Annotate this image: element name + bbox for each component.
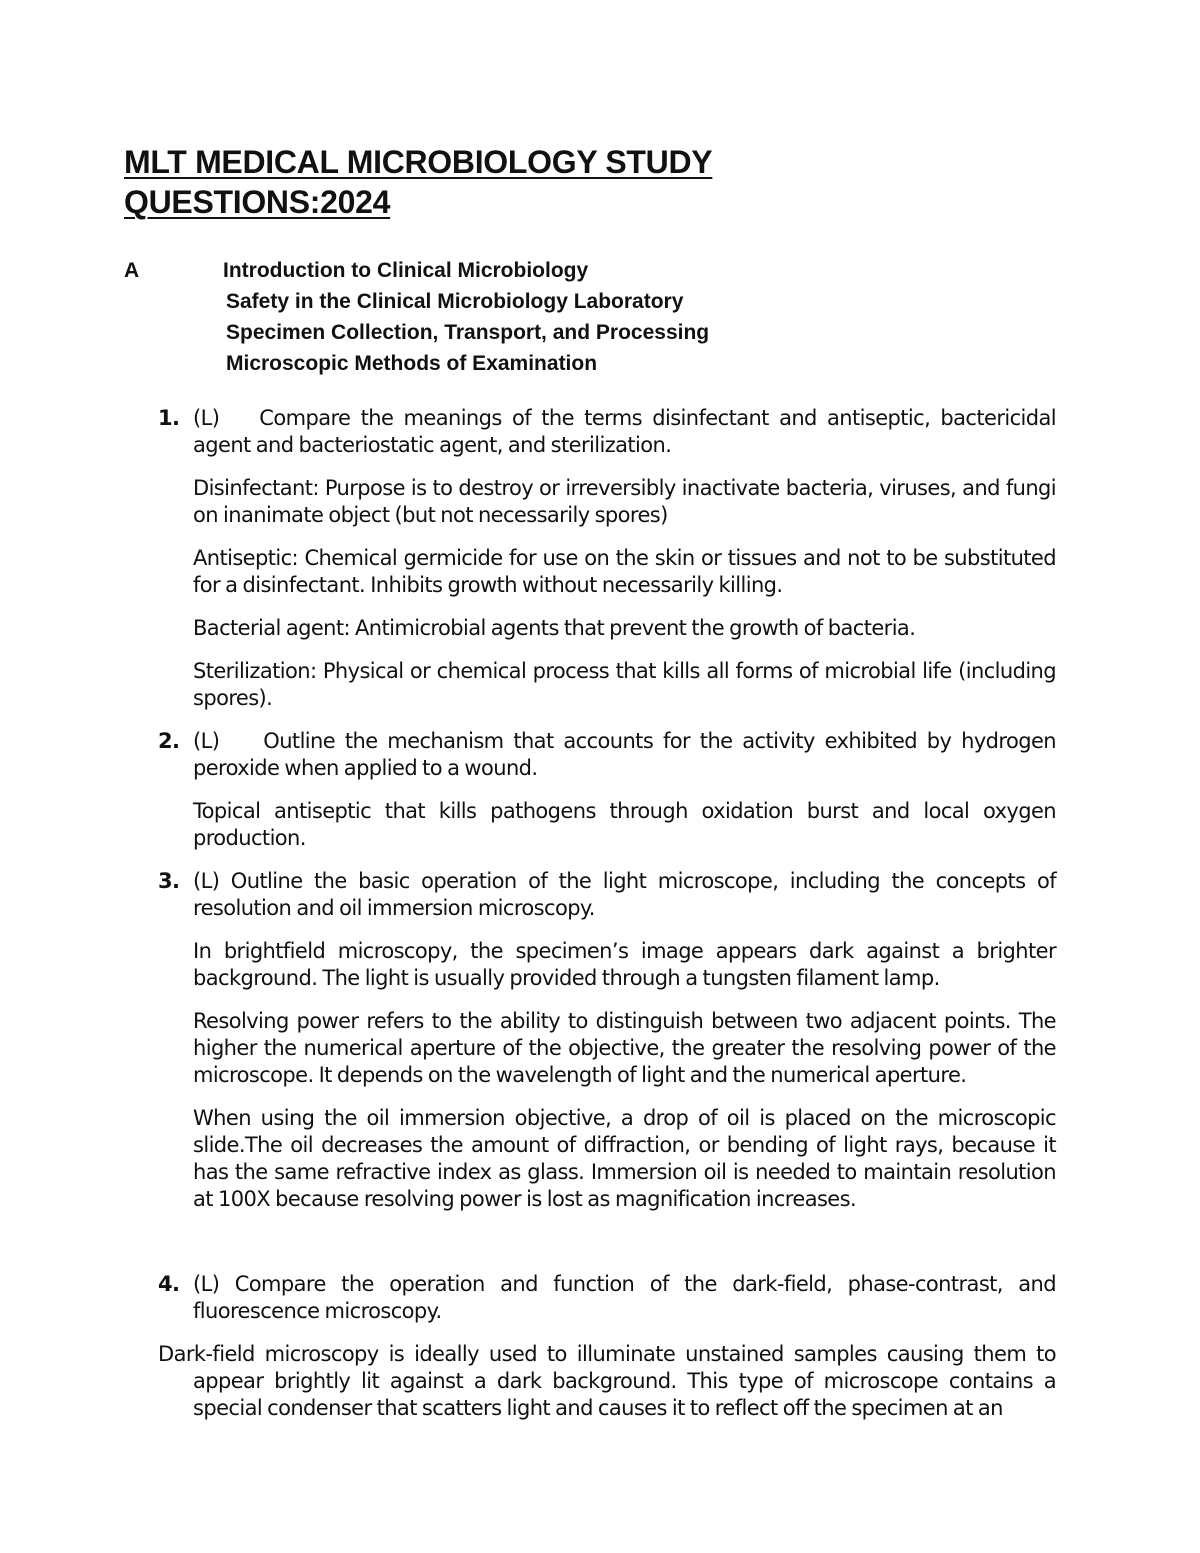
question-3 [158,868,1056,922]
document-title [124,142,824,222]
title-line-1: MLT MEDICAL MICROBIOLOGY STUDY [124,144,713,180]
answer-paragraph: Sterilization: Physical or chemical process that kills all forms of microbial life (including spores). [193,659,1056,710]
question-text: Outline the mechanism that accounts for the activity exhibited by hydrogen peroxide when applied to a wound. [193,729,1056,780]
answer-paragraph: Topical antiseptic that kills pathogens through oxidation burst and local oxygen production. [193,799,1056,850]
section-topic: Specimen Collection, Transport, and Processing [226,321,710,344]
section-topic: Safety in the Clinical Microbiology Laboratory [226,290,684,313]
answer-paragraph: Antiseptic: Chemical germicide for use on the skin or tissues and not to be substituted for a disinfectant. Inhibits growth without necessarily killing. [193,546,1056,597]
section-topics [223,255,710,379]
question-number: 3. [158,869,180,893]
question-number: 1. [158,406,180,430]
question-tag: (L) [193,869,220,893]
answer-paragraph: When using the oil immersion objective, a drop of oil is placed on the microscopic slide.The oil decreases the amount of diffraction, or bending of light rays, because it has the same refractive index as glass. Immersion oil is needed to maintain resolution at 100X because resolving power is lost as magnification increases. [193,1106,1056,1211]
section-letter: A [124,259,140,282]
question-tag: (L) [193,729,220,753]
question-text: Compare the meanings of the terms disinfectant and antiseptic, bactericidal agent and bacteriostatic agent, and sterilization. [193,406,1056,457]
question-number: 2. [158,729,180,753]
title-line-2: QUESTIONS:2024 [124,184,391,220]
question-1 [158,405,1056,459]
section-topic: Introduction to Clinical Microbiology [223,259,589,282]
answer-paragraph: Bacterial agent: Antimicrobial agents that prevent the growth of bacteria. [193,616,916,640]
question-tag: (L) [193,406,220,430]
question-2 [158,728,1056,782]
question-4 [158,1271,1056,1325]
question-text: Outline the basic operation of the light microscope, including the concepts of resolution and oil immersion microscopy. [193,869,1056,920]
question-number: 4. [158,1272,180,1296]
section-topic: Microscopic Methods of Examination [226,352,598,375]
answer-paragraph: Dark-field microscopy is ideally used to illuminate unstained samples causing them to appear brightly lit against a dark background. This type of microscope contains a special condenser that scatters light and causes it to reflect off the specimen at an [158,1342,1056,1420]
question-tag: (L) [193,1272,220,1296]
answer-paragraph: In brightfield microscopy, the specimen’s image appears dark against a brighter background. The light is usually provided through a tungsten filament lamp. [193,939,1056,990]
answer-paragraph: Disinfectant: Purpose is to destroy or irreversibly inactivate bacteria, viruses, and fungi on inanimate object (but not necessarily spores) [193,476,1056,527]
document-body [158,405,1056,1422]
question-text: Compare the operation and function of the dark-field, phase-contrast, and fluorescence microscopy. [193,1272,1056,1323]
answer-paragraph: Resolving power refers to the ability to distinguish between two adjacent points. The higher the numerical aperture of the objective, the greater the resolving power of the microscope. It depends on the wavelength of light and the numerical aperture. [193,1009,1056,1087]
